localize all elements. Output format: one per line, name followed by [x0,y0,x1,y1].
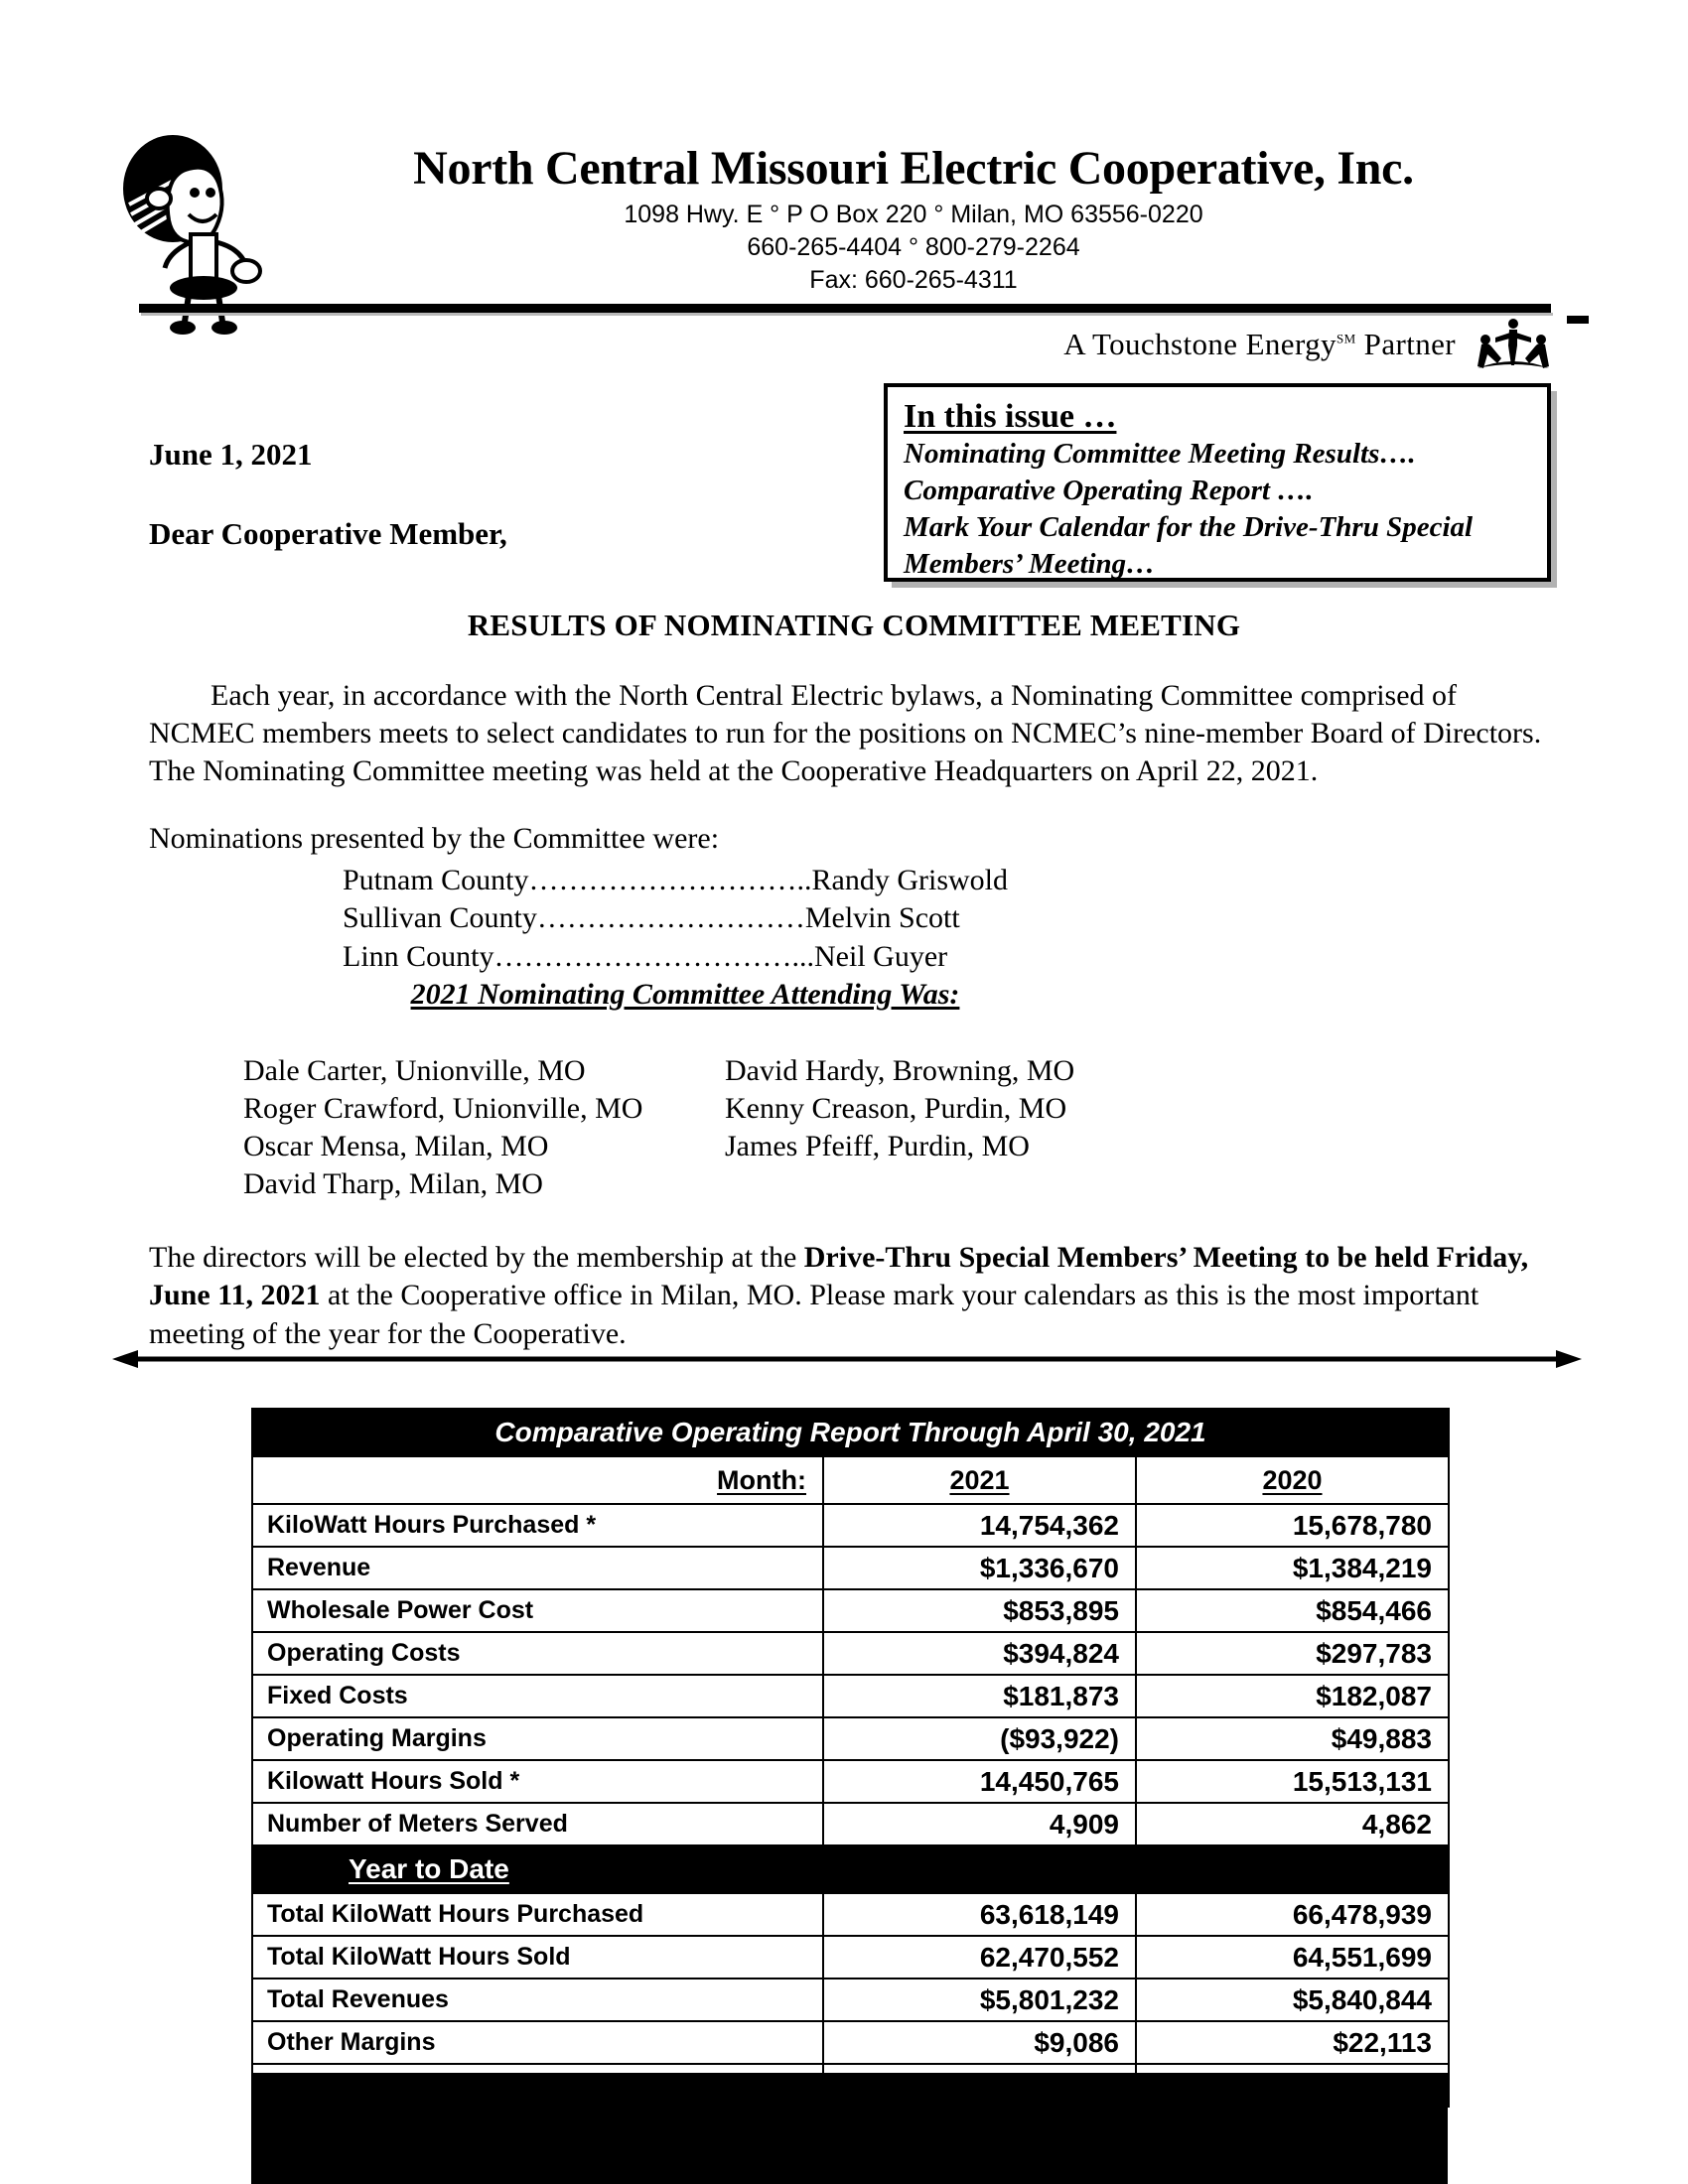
year-header-2021 [823,1456,1136,1504]
nominations-intro: Nominations presented by the Committee were: [149,822,720,855]
table-row [252,1504,1449,1547]
in-this-issue-title: In this issue … [904,398,1117,435]
closing-paragraph [149,1239,1559,1353]
row-value-2021-operating-costs: $394,824 [823,1632,1136,1675]
month-label-cell [252,1456,823,1504]
row-value-2021-operating-margins: ($93,922) [823,1717,1136,1760]
row-value-2021-kwh-purchased: 14,754,362 [823,1504,1136,1547]
table-row [252,1803,1449,1845]
row-label-total-kwh-purchased: Total KiloWatt Hours Purchased [252,1893,823,1936]
row-label-operating-costs: Operating Costs [252,1632,823,1675]
row-value-2020-other-margins: $22,113 [1136,2021,1449,2064]
organization-title: North Central Missouri Electric Cooperative, Inc. [413,142,1414,195]
touchstone-energy-partner-logo [1063,316,1561,373]
committee-member-4: David Tharp, Milan, MO [243,1167,543,1201]
year-to-date-label [252,1845,1449,1893]
row-label-revenue: Revenue [252,1547,823,1589]
nomination-putnam-county: Putnam County………………………..Randy Griswold [343,864,1009,896]
issue-item-3: Mark Your Calendar for the Drive-Thru Special [904,511,1474,544]
row-value-2020-total-kwh-purchased: 66,478,939 [1136,1893,1449,1936]
committee-member-1: Dale Carter, Unionville, MO [243,1054,586,1087]
committee-member-3: Oscar Mensa, Milan, MO [243,1130,549,1163]
month-label-text: Month: [717,1464,806,1495]
touchstone-text: A Touchstone Energy [1063,327,1336,361]
year-to-date-band-row [252,1845,1449,1893]
organization-address [298,199,1529,297]
table-header-row [252,1456,1449,1504]
row-label-operating-margins: Operating Margins [252,1717,823,1760]
closing-text-pre: The directors will be elected by the membership at the [149,1241,804,1274]
address-line-2: 660-265-4404 ° 800-279-2264 [747,233,1080,261]
row-value-2020-operating-costs: $297,783 [1136,1632,1449,1675]
touchstone-accent-tick-icon [1567,316,1589,324]
nominations-list [343,862,1008,976]
nomination-sullivan-county: Sullivan County………………………Melvin Scott [343,901,960,935]
row-label-total-revenues: Total Revenues [252,1979,823,2021]
row-value-2020-total-revenues: $5,840,844 [1136,1979,1449,2021]
issue-item-1: Nominating Committee Meeting Results…. [904,438,1416,471]
touchstone-partner-word: Partner [1355,327,1456,361]
row-label-other-margins: Other Margins [252,2021,823,2064]
table-row [252,1893,1449,1936]
table-row [252,1589,1449,1632]
row-value-2021-total-kwh-sold: 62,470,552 [823,1936,1136,1979]
row-value-2021-total-kwh-purchased: 63,618,149 [823,1893,1136,1936]
address-line-3-fax: Fax: 660-265-4311 [809,266,1018,294]
year-header-2020 [1136,1456,1449,1504]
year-header-2020-text: 2020 [1262,1464,1323,1495]
table-footer-band [251,2073,1448,2184]
address-line-1: 1098 Hwy. E ° P O Box 220 ° Milan, MO 63556-0220 [624,201,1203,228]
row-value-2020-meters-served: 4,862 [1136,1803,1449,1845]
letter-salutation: Dear Cooperative Member, [149,516,507,551]
year-to-date-text: Year to Date [349,1853,509,1884]
issue-item-2: Comparative Operating Report …. [904,475,1314,507]
closing-text-bold: Drive-Thru Special Members’ Meeting to be held Friday, June 11, 2021 [149,1241,1529,1312]
committee-attending-heading [149,978,1221,1012]
row-value-2020-wholesale-power-cost: $854,466 [1136,1589,1449,1632]
letterhead [0,0,1688,361]
committee-member-row [243,1052,1236,1090]
body-paragraph-text: Each year, in accordance with the North Central Electric bylaws, a Nominating Committee comprised of NCMEC members meets to select candidates to run for the positions on NCMEC’s nine-member Board of Directors. The Nominating Committee meeting was held at the Cooperative Headquarters on April 22, 2021. [149,679,1542,787]
row-value-2021-fixed-costs: $181,873 [823,1675,1136,1717]
table-row [252,2021,1449,2064]
row-value-2021-total-revenues: $5,801,232 [823,1979,1136,2021]
table-row [252,1979,1449,2021]
nomination-linn-county: Linn County…………………………...Neil Guyer [343,939,948,973]
row-label-meters-served: Number of Meters Served [252,1803,823,1845]
section-heading-results: RESULTS OF NOMINATING COMMITTEE MEETING [467,608,1241,642]
row-value-2020-fixed-costs: $182,087 [1136,1675,1449,1717]
table-row [252,1675,1449,1717]
row-value-2020-operating-margins: $49,883 [1136,1717,1449,1760]
letter-date: June 1, 2021 [149,437,313,472]
touchstone-partner-label [1063,327,1456,362]
committee-member-5: David Hardy, Browning, MO [725,1054,1075,1087]
row-value-2021-wholesale-power-cost: $853,895 [823,1589,1136,1632]
row-value-2021-kwh-sold: 14,450,765 [823,1760,1136,1803]
table-row [252,1632,1449,1675]
committee-member-row [243,1128,1236,1165]
row-value-2020-kwh-purchased: 15,678,780 [1136,1504,1449,1547]
committee-attending-heading-text: 2021 Nominating Committee Attending Was: [410,978,960,1011]
table-row [252,1936,1449,1979]
row-label-wholesale-power-cost: Wholesale Power Cost [252,1589,823,1632]
row-value-2020-total-kwh-sold: 64,551,699 [1136,1936,1449,1979]
row-value-2020-revenue: $1,384,219 [1136,1547,1449,1589]
committee-member-row [243,1090,1236,1128]
row-value-2020-kwh-sold: 15,513,131 [1136,1760,1449,1803]
table-title: Comparative Operating Report Through April 30, 2021 [252,1409,1449,1456]
touchstone-sm-mark: SM [1336,331,1356,346]
committee-member-2: Roger Crawford, Unionville, MO [243,1092,643,1126]
table-row [252,1760,1449,1803]
closing-text-post: at the Cooperative office in Milan, MO. Please mark your calendars as this is the most important meeting of the year for the Cooperative. [149,1279,1479,1350]
row-label-kwh-purchased: KiloWatt Hours Purchased * [252,1504,823,1547]
row-value-2021-revenue: $1,336,670 [823,1547,1136,1589]
issue-item-4: Members’ Meeting… [904,548,1156,581]
table-title-row [252,1409,1449,1456]
committee-members-list [243,1052,1236,1203]
table-row [252,1717,1449,1760]
committee-member-7: James Pfeiff, Purdin, MO [725,1130,1030,1163]
double-arrow-divider [112,1348,1582,1370]
row-value-2021-meters-served: 4,909 [823,1803,1136,1845]
committee-member-6: Kenny Creason, Purdin, MO [725,1092,1067,1126]
comparative-operating-report-table [251,1408,1450,2108]
body-paragraph-intro [149,677,1554,790]
row-label-kwh-sold: Kilowatt Hours Sold * [252,1760,823,1803]
header-divider-rule [139,304,1551,313]
table-row [252,1547,1449,1589]
year-header-2021-text: 2021 [949,1464,1010,1495]
row-value-2021-other-margins: $9,086 [823,2021,1136,2064]
in-this-issue-box [884,383,1551,582]
row-label-fixed-costs: Fixed Costs [252,1675,823,1717]
committee-member-row [243,1165,1236,1203]
row-label-total-kwh-sold: Total KiloWatt Hours Sold [252,1936,823,1979]
touchstone-people-icon [1466,316,1561,373]
